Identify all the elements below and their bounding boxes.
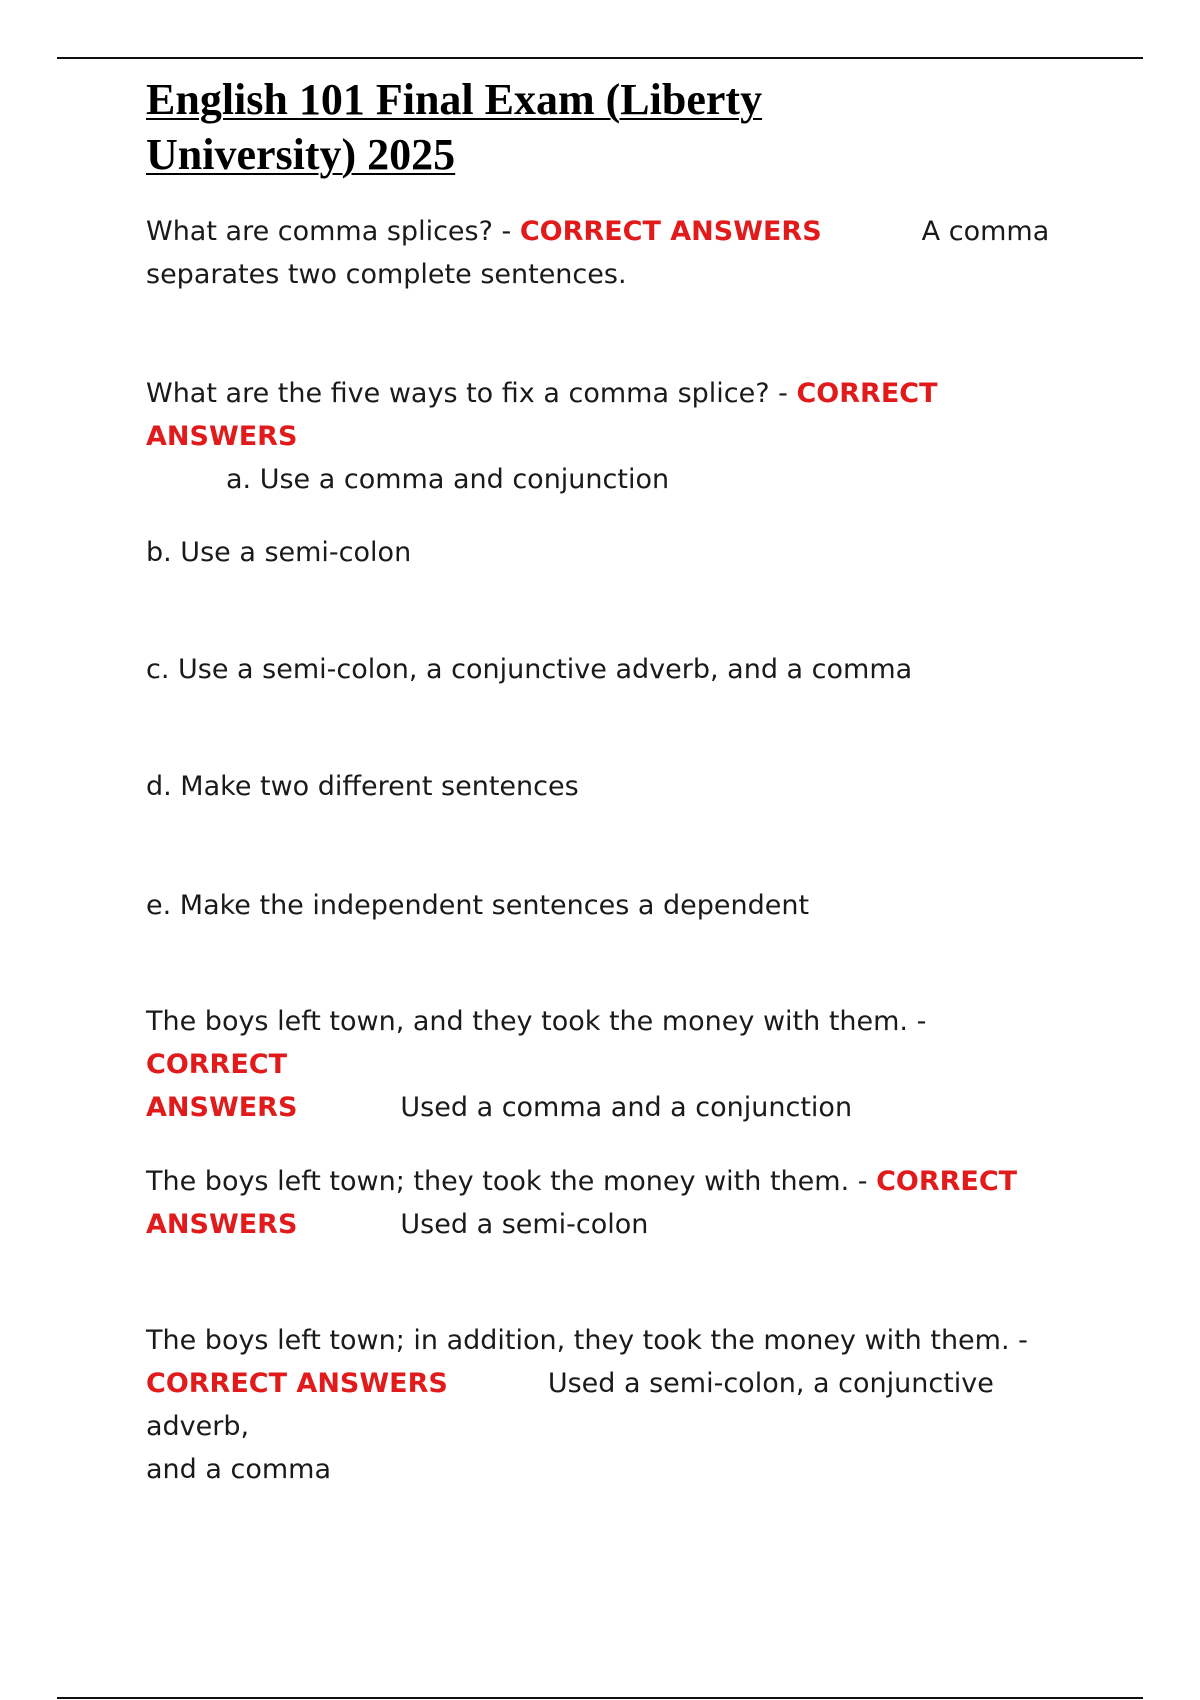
correct-answers-marker: CORRECT ANSWERS [146, 378, 938, 452]
answer-text: Used a semi-colon [400, 1209, 649, 1240]
answer-option-e: e. Make the independent sentences a dependent [146, 890, 810, 921]
qa-item-comma-conjunction [146, 1000, 1066, 1129]
answer-text: Used a comma and a conjunction [400, 1092, 853, 1123]
correct-marker-part1: CORRECT [146, 1049, 288, 1080]
title-line-2: University) 2025 [146, 130, 456, 179]
answer-text-continued: separates two complete sentences. [146, 259, 627, 290]
title-line-1: English 101 Final Exam (Liberty [146, 75, 763, 124]
answer-option-a: a. Use a comma and conjunction [226, 464, 670, 495]
qa-item-conjunctive-adverb [146, 1319, 1066, 1491]
question-text: The boys left town; they took the money with them. - [146, 1166, 877, 1197]
answer-option-d: d. Make two different sentences [146, 771, 579, 802]
correct-marker-part2: ANSWERS [146, 1092, 298, 1123]
answer-option-b: b. Use a semi-colon [146, 537, 412, 568]
question-text: The boys left town, and they took the money with them. - [146, 1006, 927, 1037]
correct-marker-part1: CORRECT [876, 1166, 1018, 1197]
question-text: The boys left town; in addition, they took the money with them. - [146, 1325, 1028, 1356]
qa-item-comma-splices [146, 210, 1066, 296]
qa-item-five-ways [146, 372, 1066, 501]
correct-answers-marker: CORRECT ANSWERS [146, 1368, 448, 1399]
answer-text: Used a semi-colon, a conjunctive adverb, [146, 1368, 994, 1442]
qa-item-semicolon [146, 1160, 1066, 1246]
correct-marker-part2: ANSWERS [146, 1209, 298, 1240]
header-rule [57, 57, 1143, 59]
footer-rule [57, 1697, 1143, 1699]
correct-answers-marker: CORRECT ANSWERS [519, 216, 822, 247]
document-body [146, 72, 1066, 1485]
answer-text: A comma [921, 216, 1050, 247]
answer-text-continued: and a comma [146, 1454, 332, 1485]
question-text: What are comma splices? - [146, 216, 520, 247]
answer-option-c: c. Use a semi-colon, a conjunctive adverb, and a comma [146, 654, 913, 685]
question-text: What are the five ways to fix a comma splice? - [146, 378, 797, 409]
document-title [146, 72, 1066, 182]
